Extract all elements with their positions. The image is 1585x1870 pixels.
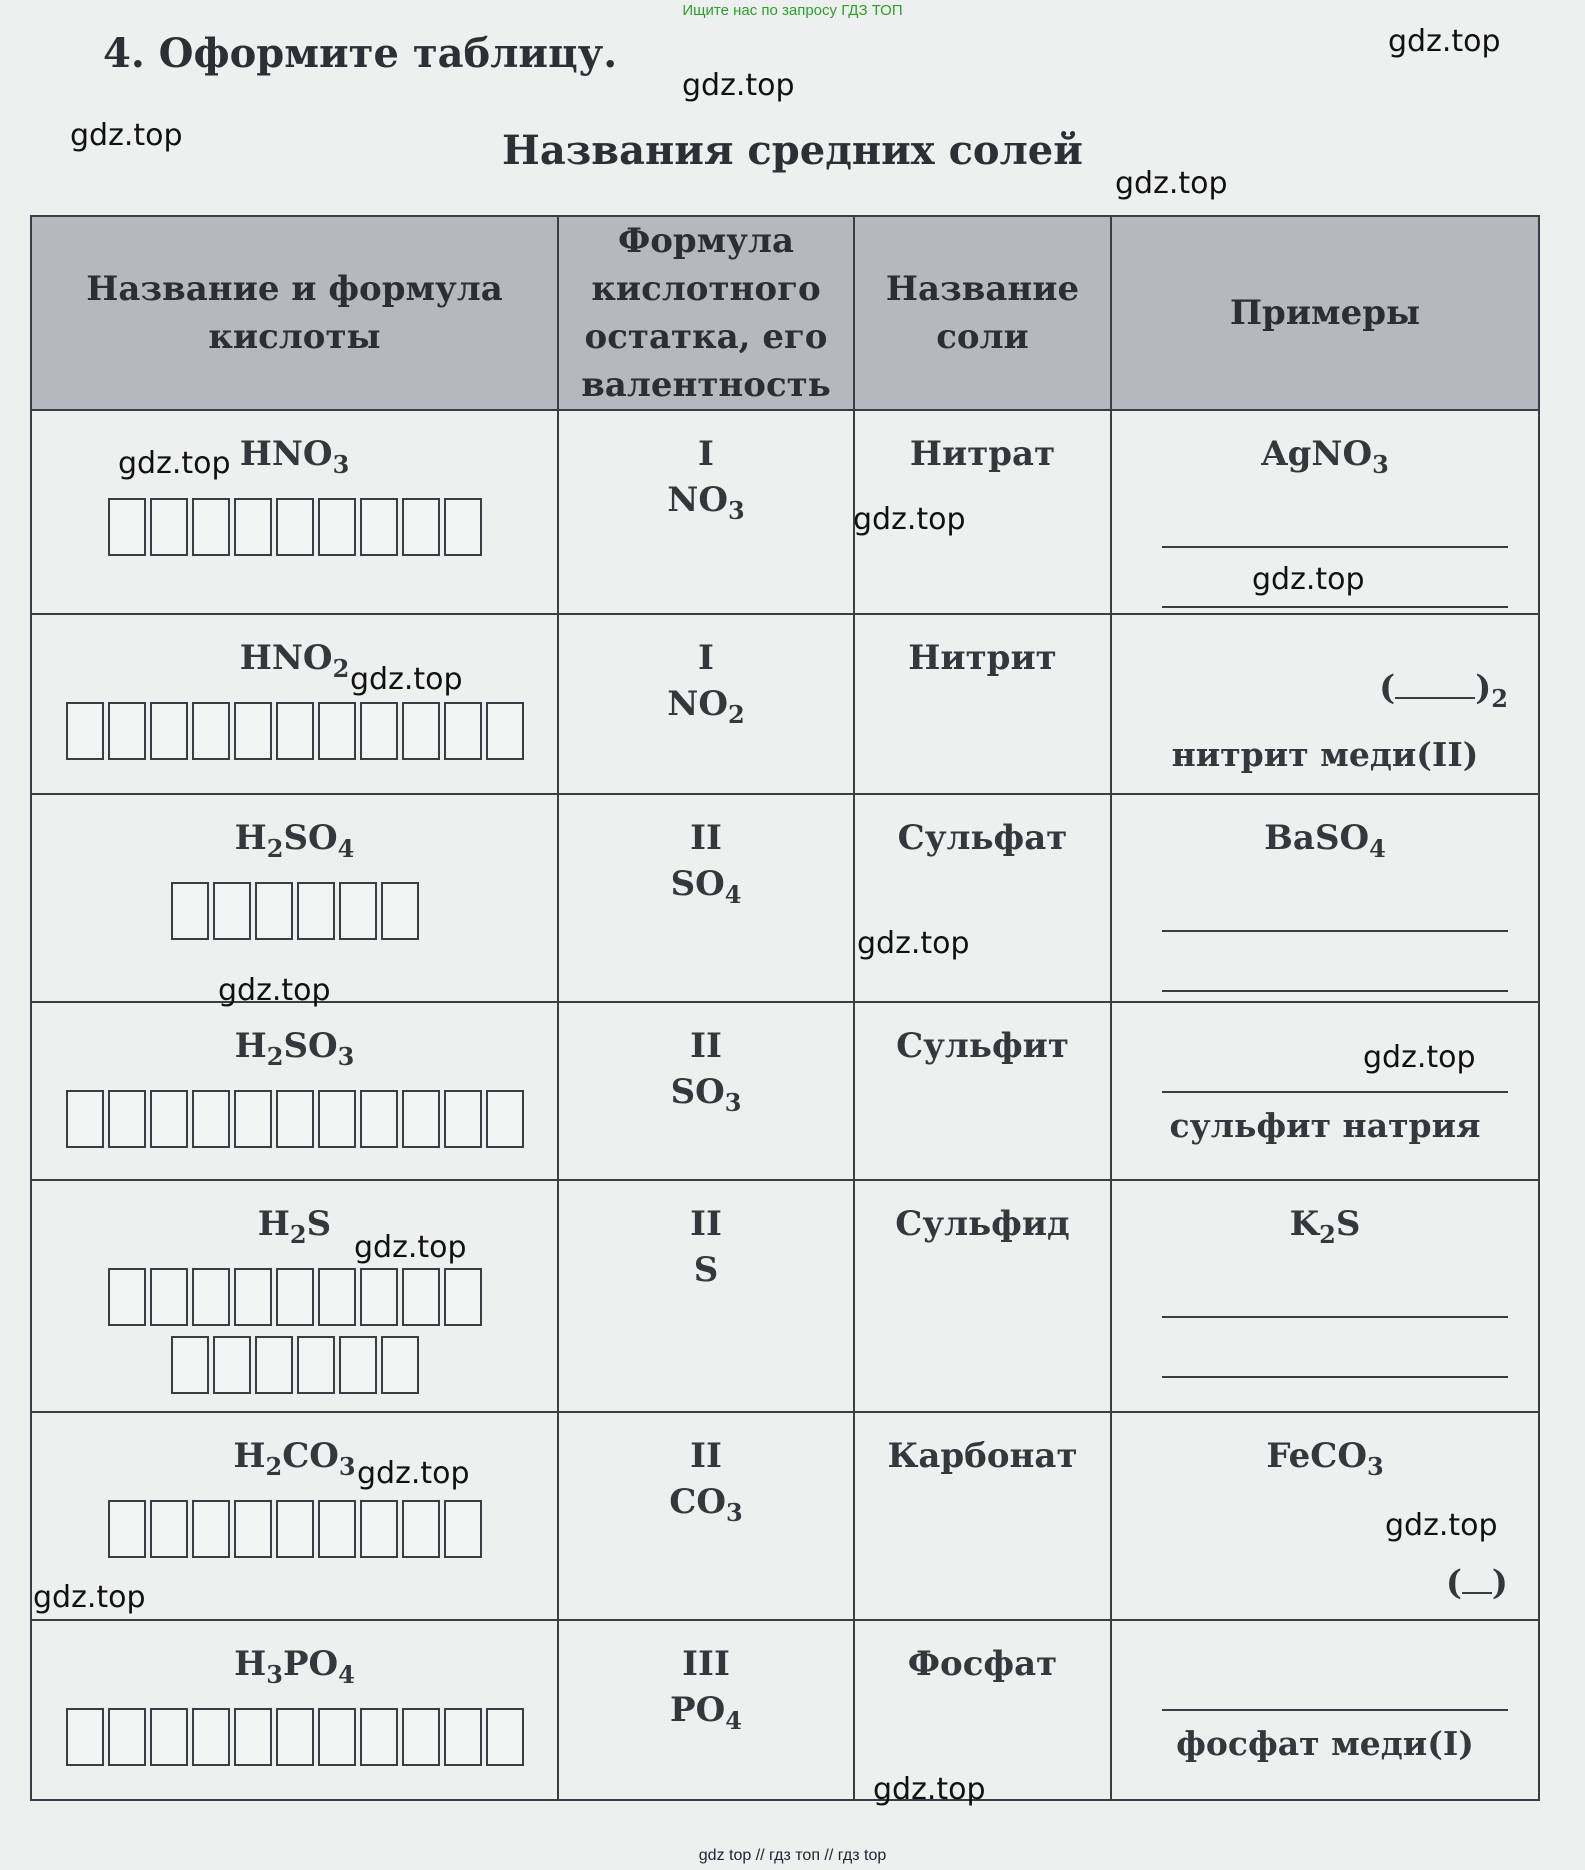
acid-formula: $H_2SO_4$ (234, 818, 355, 863)
example-formula: AgNO$_3$ (1261, 434, 1389, 479)
acid-formula: $HNO_3$ (239, 434, 350, 479)
acid-formula: $H_2S$ (257, 1204, 332, 1249)
residue-formula: $NO_3$ (667, 480, 745, 525)
table-row (31, 1620, 1539, 1800)
watermark: gdz.top (33, 1580, 146, 1615)
table-row (31, 1180, 1539, 1412)
answer-boxes[interactable] (32, 1090, 557, 1148)
valence: III (682, 1644, 730, 1684)
watermark: gdz.top (350, 662, 463, 697)
watermark: gdz.top (1388, 24, 1501, 59)
salt-name: Карбонат (887, 1436, 1078, 1476)
valence: II (690, 1436, 722, 1476)
header-salt: Название соли (854, 216, 1111, 410)
watermark: gdz.top (357, 1456, 470, 1491)
residue-formula: $CO_3$ (669, 1482, 743, 1527)
salt-name: Нитрат (909, 434, 1056, 474)
example-answer: нитрит меди(II) (1171, 735, 1479, 774)
answer-line[interactable] (1162, 1621, 1508, 1711)
valence: II (690, 1026, 722, 1066)
watermark: gdz.top (853, 502, 966, 537)
table-row (31, 614, 1539, 794)
residue-formula: S (693, 1250, 719, 1290)
acid-formula: $H_3PO_4$ (234, 1644, 355, 1689)
salt-name: Сульфат (897, 818, 1068, 858)
answer-line[interactable] (1162, 1258, 1508, 1318)
acid-formula: $HNO_2$ (239, 638, 350, 683)
acid-formula: $H_2CO_3$ (233, 1436, 356, 1481)
valence: II (690, 1204, 722, 1244)
residue-formula: $SO_4$ (670, 864, 742, 909)
valence: I (698, 434, 714, 474)
answer-line[interactable] (1162, 932, 1508, 992)
watermark: gdz.top (218, 973, 331, 1008)
answer-line[interactable] (1162, 1318, 1508, 1378)
acid-formula: $H_2SO_3$ (234, 1026, 355, 1071)
residue-formula: $PO_4$ (670, 1690, 742, 1735)
watermark: gdz.top (1115, 166, 1228, 201)
formula-blank[interactable]: ( ) (1445, 1563, 1508, 1603)
residue-formula: $NO_2$ (667, 684, 745, 729)
watermark: gdz.top (1385, 1508, 1498, 1543)
watermark: gdz.top (354, 1230, 467, 1265)
watermark: gdz.top (873, 1772, 986, 1807)
table-row (31, 794, 1539, 1002)
table-title: Названия средних солей (502, 127, 1083, 174)
answer-boxes[interactable] (32, 882, 557, 940)
residue-formula: $SO_3$ (670, 1072, 742, 1117)
header-row (31, 216, 1539, 410)
watermark: gdz.top (118, 446, 231, 481)
table-row (31, 1002, 1539, 1180)
example-answer: фосфат меди(I) (1176, 1724, 1474, 1763)
watermark: gdz.top (857, 926, 970, 961)
answer-boxes-2[interactable] (32, 1336, 557, 1394)
salt-name: Нитрит (908, 638, 1057, 678)
header-examples: Примеры (1111, 216, 1539, 410)
salt-name: Сульфид (895, 1204, 1070, 1244)
watermark: gdz.top (1363, 1040, 1476, 1075)
formula-blank[interactable]: ( )$_2$ (1379, 668, 1508, 713)
answer-boxes[interactable] (32, 1500, 557, 1558)
example-formula: BaSO$_4$ (1264, 818, 1386, 863)
salt-name: Фосфат (907, 1644, 1058, 1684)
task-heading: 4. Оформите таблицу. (103, 30, 618, 77)
header-residue: Формула кислотного остатка, его валентность (558, 216, 854, 410)
example-formula: $K_2S$ (1289, 1204, 1361, 1249)
answer-boxes[interactable] (32, 1708, 557, 1766)
answer-line[interactable] (1162, 488, 1508, 548)
answer-boxes[interactable] (32, 702, 557, 760)
example-answer: сульфит натрия (1169, 1106, 1481, 1145)
answer-line[interactable] (1162, 872, 1508, 932)
valence: I (698, 638, 714, 678)
example-formula: FeCO$_3$ (1266, 1436, 1384, 1481)
header-acid: Название и формула кислоты (31, 216, 558, 410)
top-banner[interactable]: Ищите нас по запросу ГДЗ ТОП (682, 2, 903, 19)
answer-boxes[interactable] (32, 1268, 557, 1326)
answer-boxes[interactable] (32, 498, 557, 556)
valence: II (690, 818, 722, 858)
watermark: gdz.top (682, 68, 795, 103)
watermark: gdz.top (70, 118, 183, 153)
table-row (31, 1412, 1539, 1620)
watermark: gdz.top (1252, 562, 1365, 597)
salt-name: Сульфит (896, 1026, 1069, 1066)
bottom-banner[interactable]: gdz top // гдз топ // гдз top (698, 1847, 887, 1864)
salts-table (30, 215, 1540, 1801)
